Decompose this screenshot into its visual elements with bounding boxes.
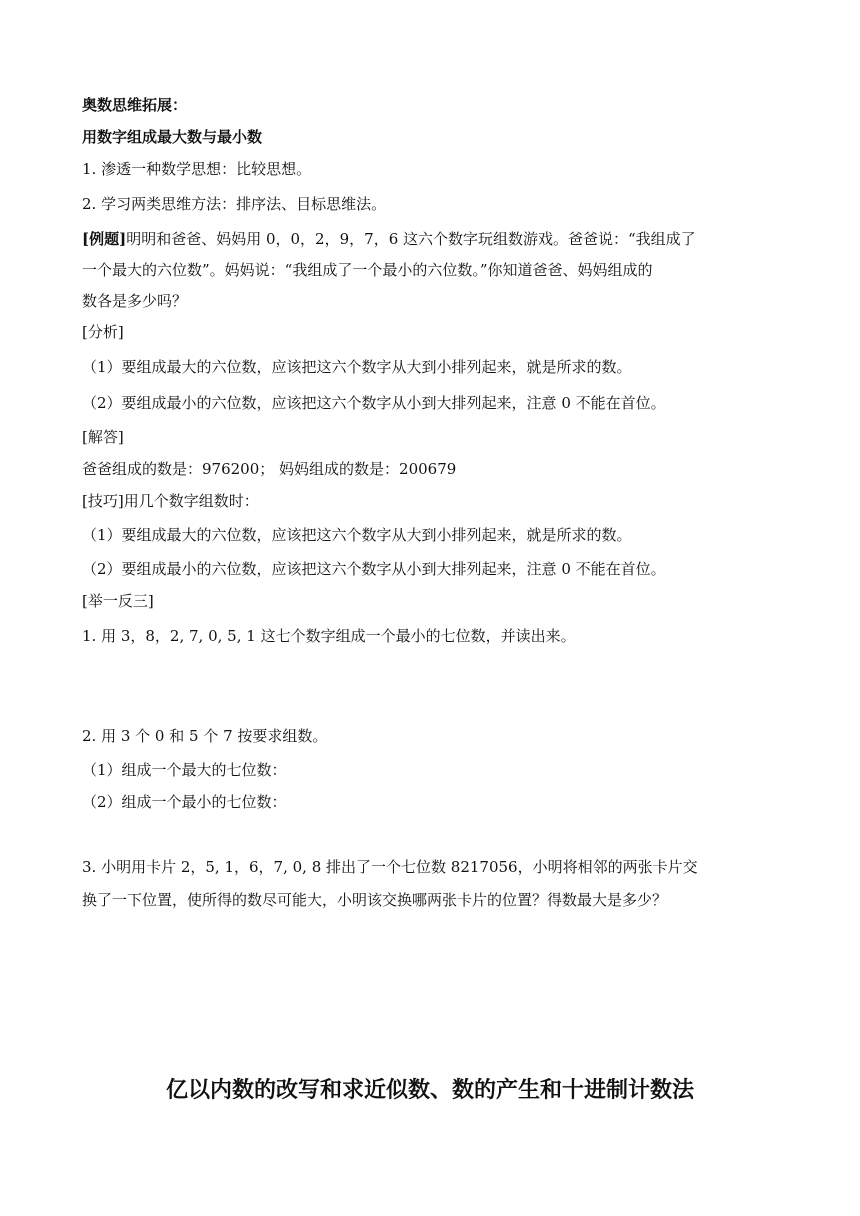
section-title: 亿以内数的改写和求近似数、数的产生和十进制计数法 — [165, 1077, 694, 1103]
tip-tag: [技巧] — [82, 492, 124, 510]
practice-question-2b: （2）组成一个最小的七位数： — [82, 793, 287, 811]
tip-text: 用几个数字组数时： — [123, 492, 259, 510]
practice-question-3-line-1: 3. 小明用卡片 2，5, 1，6，7, 0, 8 排出了一个七位数 8217056，小明将相邻的两张卡片交 — [82, 858, 698, 876]
answer-tag: [解答] — [82, 428, 124, 446]
practice-tag: [举一反三] — [82, 592, 154, 610]
goal-2: 2. 学习两类思维方法：排序法、目标思维法。 — [82, 195, 387, 213]
practice-question-2: 2. 用 3 个 0 和 5 个 7 按要求组数。 — [82, 727, 328, 745]
example-line-2: 一个最大的六位数”。妈妈说：“我组成了一个最小的六位数。”你知道爸爸、妈妈组成的 — [82, 261, 653, 279]
goal-1: 1. 渗透一种数学思想：比较思想。 — [82, 160, 312, 178]
practice-question-2a: （1）组成一个最大的七位数： — [82, 761, 287, 779]
example-tag: [例题] — [82, 230, 127, 248]
analysis-point-1: （1）要组成最大的六位数，应该把这六个数字从大到小排列起来，就是所求的数。 — [82, 358, 632, 376]
practice-question-1: 1. 用 3，8，2, 7, 0, 5, 1 这七个数字组成一个最小的七位数，并读出来。 — [82, 627, 576, 645]
tip-point-1: （1）要组成最大的六位数，应该把这六个数字从大到小排列起来，就是所求的数。 — [82, 526, 632, 544]
practice-question-3-line-2: 换了一下位置，使所得的数尽可能大，小明该交换哪两张卡片的位置？得数最大是多少？ — [82, 891, 668, 909]
example-line-3: 数各是多少吗？ — [82, 292, 188, 310]
example-line-1 — [82, 229, 696, 249]
answer-text: 爸爸组成的数是：976200； 妈妈组成的数是：200679 — [82, 460, 457, 478]
heading-topic: 用数字组成最大数与最小数 — [82, 128, 263, 146]
analysis-point-2: （2）要组成最小的六位数，应该把这六个数字从小到大排列起来，注意 0 不能在首位。 — [82, 394, 666, 412]
heading-olympiad: 奥数思维拓展： — [82, 96, 188, 114]
analysis-tag: [分析] — [82, 323, 124, 341]
tip-point-2: （2）要组成最小的六位数，应该把这六个数字从小到大排列起来，注意 0 不能在首位。 — [82, 560, 666, 578]
example-text-1: 明明和爸爸、妈妈用 0，0，2，9，7，6 这六个数字玩组数游戏。爸爸说：“我组成了 — [126, 230, 696, 248]
tip-line — [82, 491, 259, 511]
